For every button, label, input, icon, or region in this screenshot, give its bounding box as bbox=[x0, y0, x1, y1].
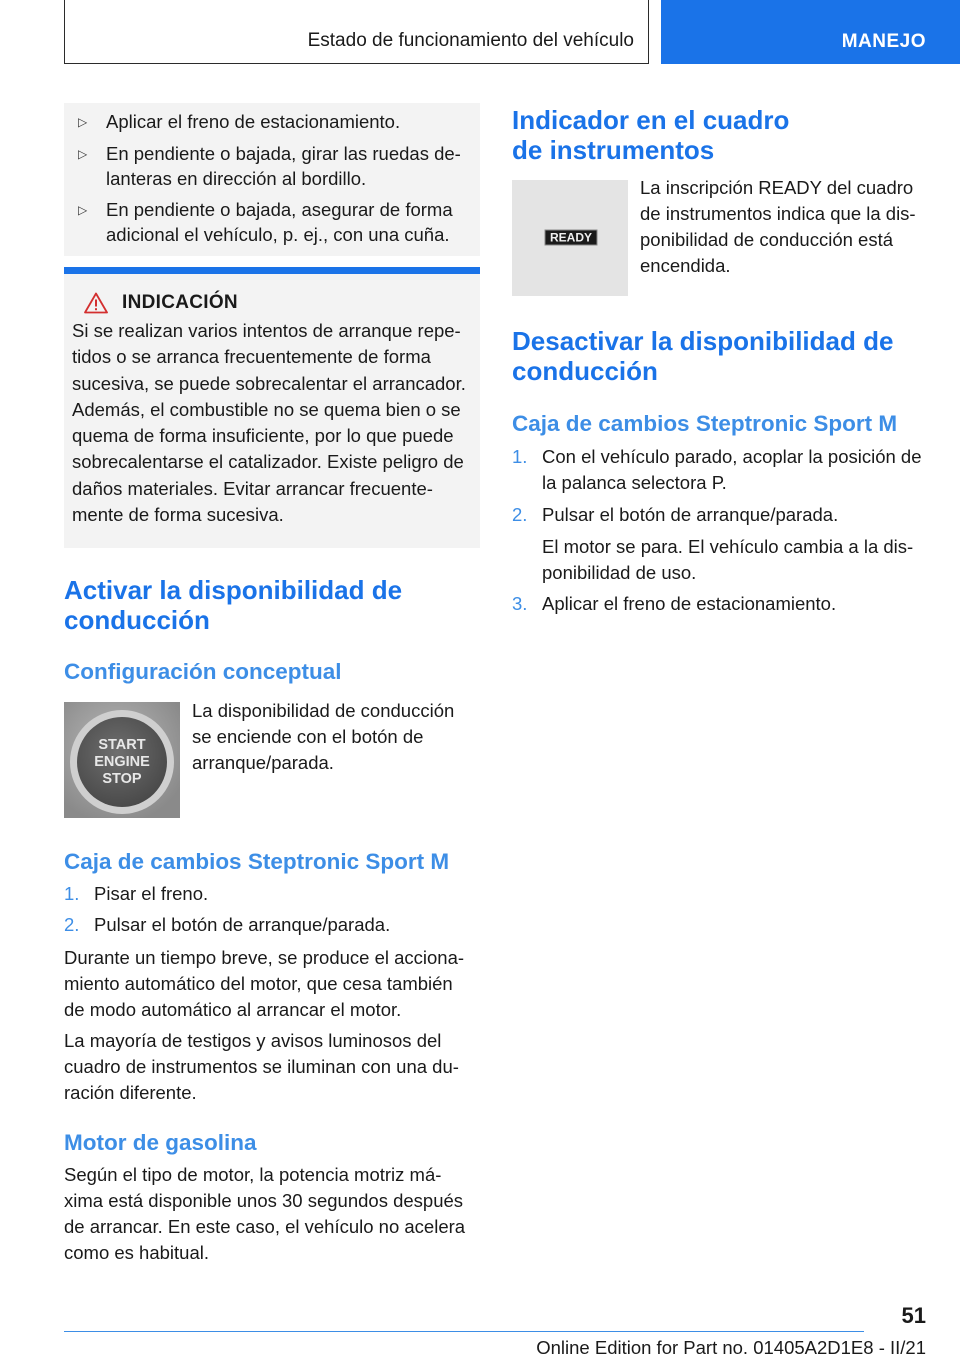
warning-header bbox=[72, 292, 472, 314]
concept-heading: Configuración conceptual bbox=[64, 659, 342, 684]
step-number: 2. bbox=[512, 504, 528, 525]
gear-heading-activate: Caja de cambios Steptronic Sport M bbox=[64, 849, 450, 874]
petrol-heading: Motor de gasolina bbox=[64, 1130, 257, 1155]
parking-bullet-list bbox=[64, 103, 480, 256]
header-title: Estado de funcionamiento del vehículo bbox=[307, 30, 634, 51]
page-number: 51 bbox=[901, 1303, 926, 1328]
step-number: 1. bbox=[64, 883, 80, 904]
warning-accent-bar bbox=[64, 267, 480, 274]
list-item: ▷ En pendiente o bajada, girar las ruedas de- lanteras en dirección al bordillo. bbox=[78, 143, 461, 189]
list-item: ▷ Aplicar el freno de estacionamiento. bbox=[78, 109, 466, 135]
step-text: Pisar el freno. bbox=[94, 883, 209, 904]
activate-paragraph-2: La mayoría de testigos y avisos luminosos del cuadro de instrumentos se iluminan con una du- ración diferente. bbox=[64, 1030, 459, 1103]
triangle-bullet-icon: ▷ bbox=[78, 115, 88, 129]
button-label-stop: STOP bbox=[102, 771, 142, 787]
step-note: El motor se para. El vehículo cambia a la dis- ponibilidad de uso. bbox=[542, 536, 914, 583]
indicator-heading: Indicador en el cuadro de instrumentos bbox=[512, 105, 790, 165]
warning-title: INDICACIÓN bbox=[122, 292, 238, 313]
ready-indicator-image bbox=[512, 180, 628, 296]
button-label-engine: ENGINE bbox=[94, 754, 150, 770]
triangle-bullet-icon: ▷ bbox=[78, 203, 88, 217]
footer-divider bbox=[64, 1331, 864, 1332]
petrol-text: Según el tipo de motor, la potencia motriz má- xima está disponible unos 30 segundos después de arrancar. En este caso, el vehículo no acelera como es habitual. bbox=[64, 1164, 466, 1263]
running-header bbox=[64, 0, 649, 64]
button-label-start: START bbox=[98, 737, 146, 753]
step-number: 3. bbox=[512, 593, 528, 614]
list-item bbox=[512, 502, 838, 528]
activate-heading: Activar la disponibilidad de conducción bbox=[64, 575, 403, 635]
list-item: ▷ En pendiente o bajada, asegurar de forma adicional el vehículo, p. ej., con una cuña. bbox=[78, 199, 453, 245]
warning-box bbox=[64, 274, 480, 548]
list-item bbox=[64, 912, 390, 938]
triangle-bullet-icon: ▷ bbox=[78, 147, 88, 161]
warning-triangle-icon bbox=[84, 292, 108, 314]
ready-label: READY bbox=[549, 230, 593, 245]
chapter-tab-label: MANEJO bbox=[841, 31, 926, 52]
start-stop-button-image bbox=[64, 702, 180, 818]
list-item bbox=[64, 881, 208, 907]
list-item bbox=[512, 591, 836, 617]
step-text: Pulsar el botón de arranque/parada. bbox=[94, 914, 391, 935]
step-text: Aplicar el freno de estacionamiento. bbox=[542, 593, 837, 614]
activate-paragraph-1: Durante un tiempo breve, se produce el acciona- miento automático del motor, que cesa también de modo automático al arrancar el motor. bbox=[64, 947, 465, 1020]
step-text: Pulsar el botón de arranque/parada. bbox=[542, 504, 839, 525]
chapter-tab[interactable] bbox=[661, 0, 960, 64]
footer-edition: Online Edition for Part no. 01405A2D1E8 - II/21 bbox=[536, 1337, 926, 1358]
list-item: 1. Con el vehículo parado, acoplar la posición de la palanca selectora P. bbox=[512, 444, 922, 496]
step-number: 1. bbox=[512, 446, 528, 467]
gear-heading-deactivate: Caja de cambios Steptronic Sport M bbox=[512, 411, 898, 436]
warning-text: Si se realizan varios intentos de arranque repe- tidos o se arranca frecuentemente de forma sucesiva, se puede sobrecalentar el arrancador. Además, el combustible no se quema bien o se quema de forma insuficiente, por lo que puede sobrecalentarse el catalizador. Existe peligro de daños materiales. Evitar arrancar frecuente- mente de forma sucesiva. bbox=[72, 320, 466, 526]
step-number: 2. bbox=[64, 914, 80, 935]
indicator-text: La inscripción READY del cuadro de instrumentos indica que la dis- ponibilidad de conducción está encendida. bbox=[640, 177, 916, 276]
concept-text: La disponibilidad de conducción se enciende con el botón de arranque/parada. bbox=[192, 700, 455, 773]
deactivate-heading: Desactivar la disponibilidad de conducción bbox=[512, 326, 894, 386]
